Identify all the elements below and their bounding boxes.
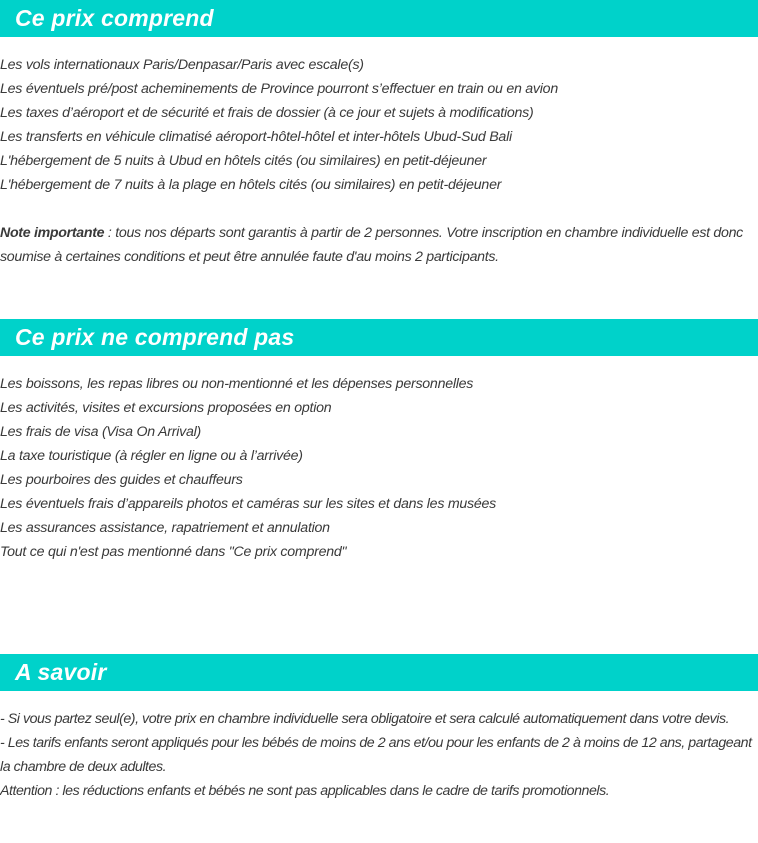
good-to-know-text xyxy=(0,707,758,803)
list-item: La taxe touristique (à régler en ligne ou à l’arrivée) xyxy=(0,448,303,464)
info-line: - Si vous partez seul(e), votre prix en chambre individuelle sera obligatoire et sera calculé automatiquement dans votre devis. xyxy=(0,711,730,727)
section-header-good-to-know: A savoir xyxy=(0,654,758,691)
info-line: Attention : les réductions enfants et bébés ne sont pas applicables dans le cadre de tarifs promotionnels. xyxy=(0,783,610,799)
list-item: L'hébergement de 5 nuits à Ubud en hôtels cités (ou similaires) en petit-déjeuner xyxy=(0,153,487,169)
list-item: Les pourboires des guides et chauffeurs xyxy=(0,472,243,488)
important-note-text: : tous nos départs sont garantis à partir de 2 personnes. Votre inscription en chambre individuelle est donc soumise à certaines conditions et peut être annulée faute d'au moins 2 participants. xyxy=(0,225,743,265)
info-line: - Les tarifs enfants seront appliqués pour les bébés de moins de 2 ans et/ou pour les enfants de 2 à moins de 12 ans, partageant la chambre de deux adultes. xyxy=(0,735,752,775)
list-item: Tout ce qui n'est pas mentionné dans "Ce prix comprend" xyxy=(0,544,347,560)
important-note-label: Note importante xyxy=(0,225,105,241)
list-item: Les transferts en véhicule climatisé aéroport-hôtel-hôtel et inter-hôtels Ubud-Sud Bali xyxy=(0,129,512,145)
list-item: Les assurances assistance, rapatriement et annulation xyxy=(0,520,330,536)
important-note xyxy=(0,221,758,269)
list-item: Les frais de visa (Visa On Arrival) xyxy=(0,424,201,440)
included-list xyxy=(0,53,558,197)
excluded-list xyxy=(0,372,496,564)
list-item: Les éventuels pré/post acheminements de Province pourront s’effectuer en train ou en avion xyxy=(0,81,558,97)
list-item: Les taxes d’aéroport et de sécurité et frais de dossier (à ce jour et sujets à modifications) xyxy=(0,105,534,121)
section-header-excluded: Ce prix ne comprend pas xyxy=(0,319,758,356)
list-item: Les éventuels frais d’appareils photos et caméras sur les sites et dans les musées xyxy=(0,496,497,512)
section-header-included: Ce prix comprend xyxy=(0,0,758,37)
list-item: L'hébergement de 7 nuits à la plage en hôtels cités (ou similaires) en petit-déjeuner xyxy=(0,177,502,193)
list-item: Les vols internationaux Paris/Denpasar/Paris avec escale(s) xyxy=(0,57,364,73)
list-item: Les activités, visites et excursions proposées en option xyxy=(0,400,332,416)
list-item: Les boissons, les repas libres ou non-mentionné et les dépenses personnelles xyxy=(0,376,474,392)
